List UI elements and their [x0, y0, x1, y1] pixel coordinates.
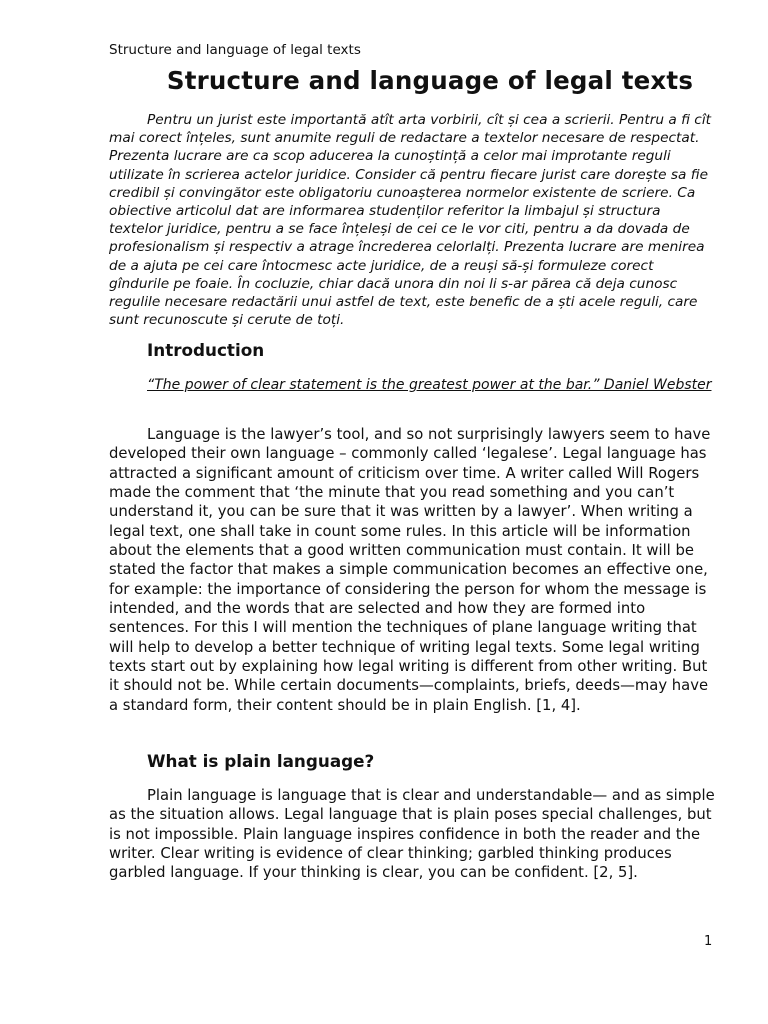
abstract-paragraph: Pentru un jurist este importantă atît arta vorbirii, cît și cea a scrierii. Pentru a fi cît mai corect înțeles, sunt anumite reguli de redactare a textelor necesare de respectat. Prezenta lucrare are ca scop aducerea la cunoștință a celor mai improtante reguli utilizate în scrierea actelor juridice. Consider că pentru fiecare jurist care dorește sa fie credibil și convingător este obligatoriu cunoașterea normelor existente de scriere. Ca obiective articolul dat are informarea studenților referitor la limbajul și structura textelor juridice, pentru a se face înțeleși de cei ce le vor citi, pentru a da dovada de profesionalism și respectiv a atrage încrederea celorlalți. Prezenta lucrare are menirea de a ajuta pe cei care întocmesc acte juridice, de a reuși să-și formuleze corect gîndurile pe foaie. În cocluzie, chiar dacă unora din noi li s-ar părea că deja cunosc regulile necesare redactării unui astfel de text, este benefic de a ști acele reguli, care sunt recunoscute și cerute de toți.	[109, 112, 711, 329]
section-heading-introduction: Introduction	[147, 340, 265, 360]
introduction-paragraph: Language is the lawyer’s tool, and so not surprisingly lawyers seem to have developed their own language – commonly called ‘legalese’. Legal language has attracted a significant amount of criticism over time. A writer called Will Rogers made the comment that ‘the minute that you read something and you can’t understand it, you can be sure that it was written by a lawyer’. When writing a legal text, one shall take in count some rules. In this article will be information about the elements that a good written communication must contain. It will be stated the factor that makes a simple communication becomes an effective one, for example: the importance of considering the person for whom the message is intended, and the words that are selected and how they are formed into sentences. For this I will mention the techniques of plane language writing that will help to develop a better technique of writing legal texts. Some legal writing texts start out by explaining how legal writing is different from other writing. But it should not be. While certain documents—complaints, briefs, deeds—may have a standard form, their content should be in plain English. [1, 4].	[109, 426, 711, 714]
plain-language-paragraph: Plain language is language that is clear and understandable— and as simple as the situation allows. Legal language that is plain poses special challenges, but is not impossible. Plain language inspires confidence in both the reader and the writer. Clear writing is evidence of clear thinking; garbled thinking produces garbled language. If your thinking is clear, you can be confident. [2, 5].	[109, 787, 715, 882]
running-header: Structure and language of legal texts	[109, 42, 361, 58]
section-heading-plain-language: What is plain language?	[147, 751, 375, 771]
page-number: 1	[704, 934, 713, 949]
epigraph-quote: “The power of clear statement is the greatest power at the bar.” Daniel Webster	[147, 377, 712, 393]
document-title: Structure and language of legal texts	[166, 66, 694, 95]
